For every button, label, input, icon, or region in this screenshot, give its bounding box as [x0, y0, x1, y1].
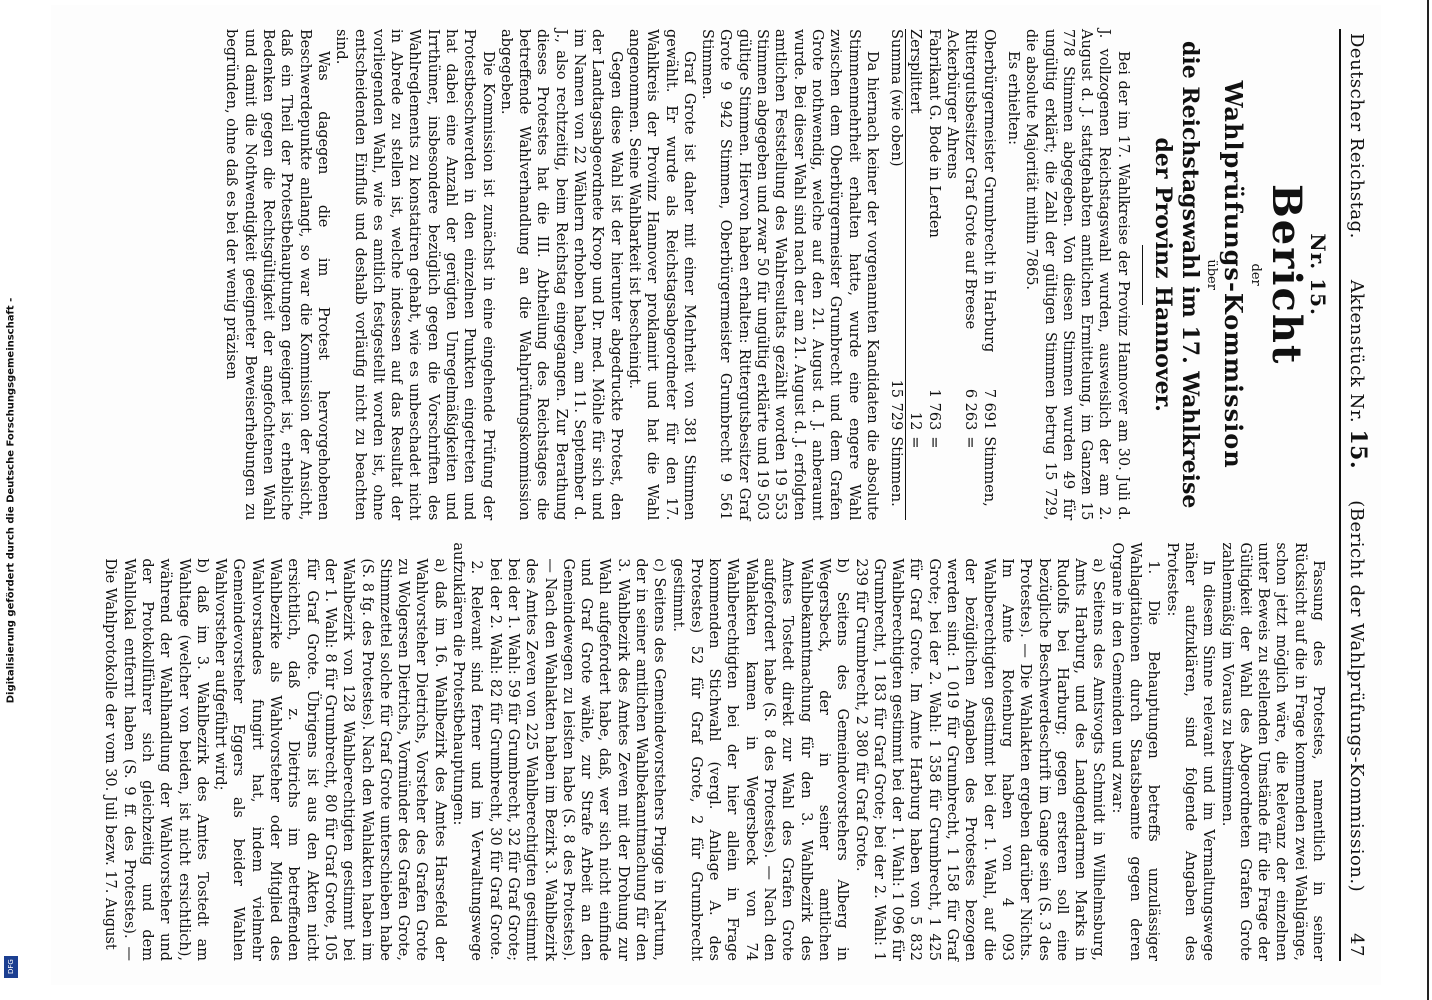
list-item: b) daß im 3. Wahlbezirk des Amtes Tostedt am Wahltage (welcher von beiden, ist nicht ersichtlich), während der Wahlhandlung der Wahlvorsteher und der Protokollführer sich gleichzeitig und dem Wahllokal entfernt haben (S. 9 ff. des Protestes). — Die Wahlprotokolle der vom 30. Juli bezw. 17. August [102, 558, 210, 961]
running-head-right: (Bericht der Wahlprüfungs-Kommission.) [1346, 500, 1367, 893]
paragraph-runoff: Da hiernach keiner der vorgenannten Kandidaten die absolute Stimmenmehrheit erhalten hatte, wurde eine engere Wahl zwischen dem Oberbürgermeister Grumbrecht und dem Grafen Grote nothwendig, welche auf den 21. August d. J. anberaumt wurde. Bei dieser Wahl sind nach der am 21. August d. J. erfolgten amtlichen Feststellung des Wahlresultats gezählt worden 19 553 Stimmen abgegeben und zwar 50 für ungültig erklärte und 19 503 gültige Stimmen. Hiervon haben erhalten: Rittergutsbesitzer Graf Grote 9 942 Stimmen, Oberbürgermeister Grumbrecht 9 561 Stimmen. [699, 29, 880, 521]
vote-name: Zersplittert [907, 29, 924, 114]
vote-row [961, 29, 979, 520]
running-head-center [1345, 239, 1371, 933]
sum-label: Summa (wie oben) [888, 29, 905, 167]
sum-unit: Stimmen. [888, 436, 905, 507]
left-column [117, 29, 1330, 521]
paragraph-es-erhielten: Es erhielten: [1004, 51, 1021, 145]
document-heading: Bericht [1262, 183, 1310, 366]
running-head-number: 15. [1345, 429, 1371, 470]
list-item: b) Seitens des Gemeindevorstehers Alberg in Wegersbeck, der in seiner amtlichen Wahlbekanntmachung für den 3. Wahlbezirk des Amtes Tostedt direkt zur Wahl des Grafen Grote aufgefordert habe (S. 8 des Protestes). — Nach den Wahlakten kamen in Wegersbeck von 74 Wahlberechtigten bei der hier allein in Frage kommenden Stichwahl (vergl. Anlage A. des Protestes) 52 für Graf Grote, 2 für Grumbrecht gestimmt. [669, 558, 851, 961]
page-number: 47 [1346, 933, 1367, 957]
vote-unit: = [962, 436, 979, 449]
document-number: Nr. 15. [1306, 233, 1330, 317]
title-divider [1142, 245, 1143, 305]
paragraph-intro: Bei der im 17. Wahlkreise der Provinz Hannover am 30. Juli d. J. vollzogenen Reichstagswahl wurden, ausweislich der am 2. August d. J. stattgehabten amtlichen Ermittelung, im Ganzen 15 778 Stimmen abgegeben. Von diesen Stimmen wurden 49 für ungültig erklärt; die Zahl der gültigen Stimmen betrug 15 729, die absolute Majorität mithin 7865. [1023, 29, 1131, 521]
right-column [102, 542, 1327, 961]
paragraph-continuation: Fassung des Protestes, namentlich in seiner Rücksicht auf die in Frage kommenden zwei Wahlgänge, schon jetzt möglich wäre, die Relevanz der einzelnen unter Beweis zu stellenden Umstände für die Frage der Gültigkeit der Wahl des Abgeordneten Grafen Grote zahlenmäßig im Voraus zu bestimmen. [1218, 542, 1326, 961]
running-head-left: Deutscher Reichstag. [1346, 33, 1367, 239]
sum-count: 15 729 [888, 379, 905, 431]
vote-name: Ackerbürger Ahrens [944, 29, 961, 179]
title-ueber: über [1203, 259, 1219, 290]
vote-row [979, 29, 997, 520]
credit-text: Digitalisierung gefördert durch die Deutsche Forschungsgemeinschaft - [5, 297, 17, 703]
title-der: der [1247, 263, 1263, 286]
paragraph-relevant: In diesem Sinne relevant und im Vermaltungswege näher aufzuklären, sind folgende Angaben des Protestes: [1163, 542, 1217, 961]
document-subtitle: die Reichstagswahl im 17. Wahlkreise der Provinz Hannover. [1149, 40, 1203, 509]
commission-name: Wahlprüfungs-Kommission [1218, 80, 1248, 469]
list-item: c) Seitens des Gemeindevorstehers Prigge in Nartum, der in seiner amtlichen Wahlbekanntmachung für den 3. Wahlbezirk des Amtes Zeven mit der Drohung zur Wahl aufgefordert habe, daß, wer sich nicht einfinde und Graf Grote wähle, zur Strafe Arbeit an den Gemeindewegen zu leisten habe (S. 8 des Protestes). — Nach den Wahlakten haben im Bezirk 3. Wahlbezirk des Amtes Zeven von 225 Wahlberechtigten gestimmt bei der 1. Wahl: 59 für Grumbrecht, 32 für Graf Grote; bei der 2. Wahl: 82 für Grumbrecht, 30 für Graf Grote. [486, 558, 668, 961]
digitization-credit [0, 0, 22, 1000]
vote-count: 1 763 [925, 388, 942, 431]
vote-count: 7 691 [980, 388, 997, 431]
vote-name: Fabrikant G. Bode in Lerden [925, 29, 942, 238]
vote-row [906, 29, 924, 520]
vote-row [943, 29, 961, 520]
paragraph-result: Graf Grote ist daher mit einer Mehrheit von 381 Stimmen gewählt. Er wurde als Reichstagsabgeordneter für den 17. Wahlkreis der Provinz Hannover proklamirt und hat die Wahl angenommen. Seine Wahlbarkeit ist bescheinigt. [625, 29, 697, 521]
vote-count: 6 263 [962, 388, 979, 431]
paragraph-concerns: Was dagegen die im Protest hervorgehobenen Beschwerdepunkte anlangt, so war die Kommission der Ansicht, daß ein Theil der Protestbehauptungen geeignet ist, erhebliche Bedenken gegen die Rechtsgültigkeit der angefochtenen Wahl und damit die Nothwendigkeit geeigneter Beweiserhebungen zu begründen, ohne daß es bei der wenig präzisen [223, 29, 331, 521]
page-edge-line [1427, 0, 1429, 1000]
dfg-logo-icon: DFG [4, 956, 18, 978]
vote-row [924, 29, 942, 520]
vote-unit: Stimmen, [980, 436, 997, 507]
list-item: a) daß im 16. Wahlbezirk des Amtes Harsefeld der Wahlvorsteher Dietrichs, Vorsteher des Grafen Grote zu Wolgersen Dietrichs, Vormünder des Grafen Grote, Stimmzettel solche für Graf Grote unterschieben habe (S. 8 fg. des Protestes). Nach den Wahlakten haben im Wahlbezirk von 128 Wahlberechtigten gestimmt bei der 1. Wahl: 8 für Grumbrecht, 80 für Graf Grote, 105 für Graf Grote. Übrigens ist aus den Akten nicht ersichtlich, daß z. Dietrichs im betreffenden Wahlbezirke als Wahlvorsteher oder Mitglied des Wahlvorstandes fungirt hat, indem vielmehr Gemeindevorsteher Eggers als beider Wahlen Wahlvorsteher aufgeführt wird; [212, 558, 448, 961]
running-head [1339, 29, 1371, 961]
vote-table [887, 29, 998, 520]
text-columns [102, 29, 1330, 961]
title-block [1142, 29, 1330, 520]
vote-unit: = [925, 436, 942, 449]
paragraph-point-2: 2. Relevant sind ferner und im Verwaltungswege aufzuklären die Protestbehauptungen: [450, 542, 485, 961]
running-head-prefix: Aktenstück Nr. [1346, 279, 1367, 424]
scanned-page [51, 5, 1381, 985]
vote-name: Oberbürgermeister Grumbrecht in Harburg [980, 29, 997, 353]
vote-count: 12 [907, 411, 924, 431]
paragraph-examination: Die Kommission ist zunächst in eine eingehende Prüfung der Protestbeschwerden in den einzelnen Punkten eingetreten und hat dabei eine Anzahl der gerügten Unregelmäßigkeiten und Irrthümer, insbesondere bezüglich gegen die Vorschriften des Wahlreglements zu konstatiren gehabt, wie es unbeschadet nicht in Abrede zu stellen ist, welche indessen auf das Resultat der vorliegenden Wahl, wie es amtlich festgestellt worden ist, ohne entscheidenden Einfluß und deshalb vorläufig nicht zu beachten sind. [333, 29, 496, 521]
vote-name: Rittergutsbesitzer Graf Grote auf Breese [962, 29, 979, 330]
vote-unit: = [907, 436, 924, 449]
paragraph-point-1: 1. Die Behauptungen betreffs unzulässiger Wahlagitationen durch Staatsbeamte gegen deren Organe in den Gemeinden und zwar: [1108, 542, 1162, 961]
vote-sum-row [887, 29, 906, 520]
paragraph-protest: Gegen diese Wahl ist der hierunter abgedruckte Protest, den der Landtagsabgeordnete Kroop und Dr. med. Möhle für sich und im Namen von 22 Wählern erhoben haben, am 11. September d. J., also rechtzeitig, beim Reichstag eingegangen. Zur Berathung dieses Protestes hat die III. Abtheilung des Reichstages die betreffende Wahlverhandlung an die Wahlprüfungskommission abgegeben. [497, 29, 624, 521]
list-item: a) Seitens des Amtsvogts Schmidt in Wilhelmsburg, Amts Harburg, und des Landgendarmen Marks in Rudolfs bei Harburg; gegen ersteren soll eine bezügliche Beschwerdeschrift im Gange sein (S. 3 des Protestes). — Die Wahlakten ergeben darüber Nichts. Im Amte Rotenburg haben von 4 093 Wahlberechtigten gestimmt bei der 1. Wahl, auf die der bezüglichen Angaben des Protestes bezogen werden sind: 1 019 für Grumbrecht, 1 158 für Graf Grote; bei der 2. Wahl: 1 358 für Grumbrecht, 1 425 für Graf Grote. Im Amte Harburg haben von 5 832 Wahlberechtigten gestimmt bei der 1. Wahl: 1 096 für Grumbrecht, 1 183 für Graf Grote; bei der 2. Wahl: 1 239 für Grumbrecht, 2 380 für Graf Grote. [852, 558, 1107, 961]
